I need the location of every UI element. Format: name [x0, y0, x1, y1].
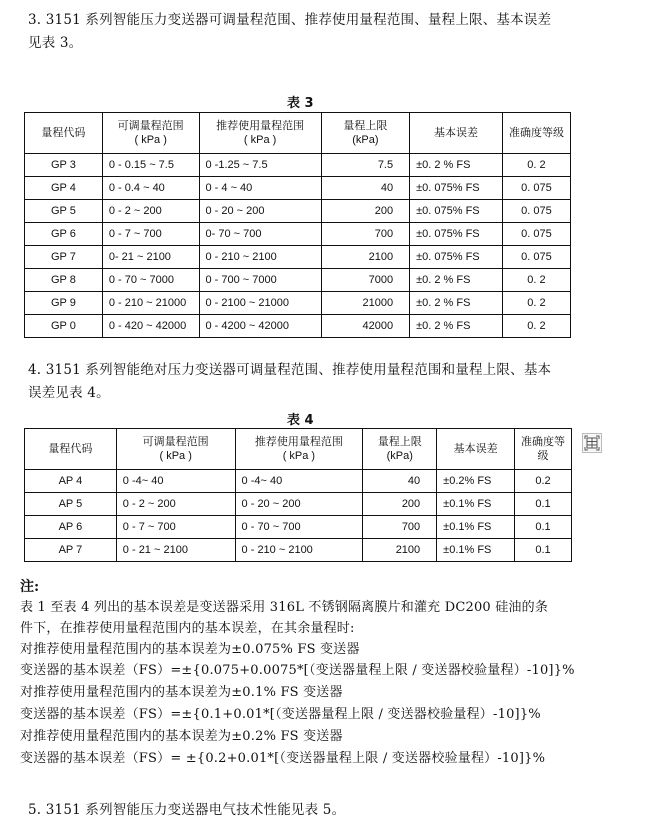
section-5-line-1: 5. 3151 系列智能压力变送器电气技术性能见表 5。 [28, 802, 346, 818]
table4-cell: 200 [363, 493, 437, 516]
table-row [25, 539, 572, 562]
table4-cell: ±0.1% FS [437, 539, 515, 562]
table4-cell: 0 - 2 ~ 200 [116, 493, 235, 516]
table3-cell: 0. 075 [502, 246, 570, 269]
table4-header-cell: 准确度等级 [515, 429, 572, 470]
table-3 [24, 112, 571, 338]
table3-cell: GP 5 [25, 200, 103, 223]
table-4-header-row [25, 429, 572, 470]
table3-cell: GP 3 [25, 154, 103, 177]
table3-header-cell: 准确度等级 [502, 113, 570, 154]
table3-cell: 0 - 700 ~ 7000 [199, 269, 321, 292]
table3-cell: 0 - 2 ~ 200 [102, 200, 199, 223]
table-4-caption: 表 4 [287, 413, 314, 428]
table4-cell: AP 4 [25, 470, 117, 493]
table4-cell: 0.1 [515, 493, 572, 516]
table-row [25, 246, 571, 269]
table3-cell: GP 6 [25, 223, 103, 246]
table4-cell: 0.2 [515, 470, 572, 493]
table3-cell: ±0. 075% FS [410, 223, 503, 246]
table3-header-cell: 量程代码 [25, 113, 103, 154]
table3-cell: 0 - 0.15 ~ 7.5 [102, 154, 199, 177]
table3-cell: ±0. 075% FS [410, 177, 503, 200]
table3-cell: 0 - 2100 ~ 21000 [199, 292, 321, 315]
section-4-line-2: 误差见表 4。 [28, 385, 110, 401]
table4-cell: 0 - 20 ~ 200 [235, 493, 363, 516]
table3-cell: GP 8 [25, 269, 103, 292]
table3-cell: 0. 075 [502, 223, 570, 246]
table3-cell: 0. 2 [502, 269, 570, 292]
note-line: 对推荐使用量程范围内的基本误差为±0.1% FS 变送器 [20, 685, 343, 700]
table-row [25, 292, 571, 315]
table-row [25, 223, 571, 246]
table3-header-cell: 量程上限 (kPa) [321, 113, 409, 154]
table3-cell: 40 [321, 177, 409, 200]
table3-cell: ±0. 2 % FS [410, 292, 503, 315]
table4-header-cell: 基本误差 [437, 429, 515, 470]
table3-cell: ±0. 2 % FS [410, 154, 503, 177]
note-line: 对推荐使用量程范围内的基本误差为±0.075% FS 变送器 [20, 642, 360, 657]
table4-cell: ±0.1% FS [437, 493, 515, 516]
table3-header-cell: 基本误差 [410, 113, 503, 154]
table4-cell: 0 - 21 ~ 2100 [116, 539, 235, 562]
table-row [25, 200, 571, 223]
table-3-header-row [25, 113, 571, 154]
note-line: 变送器的基本误差（FS）=±{0.075+0.0075*[（变送器量程上限 / 变送器校验量程）-10]}% [20, 663, 575, 678]
note-line: 变送器的基本误差（FS）= ±{0.2+0.01*[（变送器量程上限 / 变送器校验量程）-10]}% [20, 751, 546, 766]
table4-cell: 0 - 7 ~ 700 [116, 516, 235, 539]
table3-cell: 7.5 [321, 154, 409, 177]
table4-cell: 0 -4~ 40 [235, 470, 363, 493]
note-line: 表 1 至表 4 列出的基本误差是变送器采用 316L 不锈钢隔离膜片和灌充 DC200 硅油的条 [20, 600, 549, 615]
table-row [25, 493, 572, 516]
table4-cell: 0.1 [515, 539, 572, 562]
table3-cell: ±0. 2 % FS [410, 315, 503, 338]
table3-cell: GP 0 [25, 315, 103, 338]
table3-cell: 2100 [321, 246, 409, 269]
table4-header-cell: 可调量程范围 ( kPa ) [116, 429, 235, 470]
table3-cell: 7000 [321, 269, 409, 292]
table4-header-cell: 量程上限 (kPa) [363, 429, 437, 470]
table-select-icon[interactable] [582, 433, 602, 453]
table3-cell: 0 - 0.4 ~ 40 [102, 177, 199, 200]
table3-cell: 0 - 4 ~ 40 [199, 177, 321, 200]
table3-cell: 21000 [321, 292, 409, 315]
table4-cell: 0 -4~ 40 [116, 470, 235, 493]
table4-cell: 700 [363, 516, 437, 539]
table3-cell: 0 - 70 ~ 7000 [102, 269, 199, 292]
table-row [25, 315, 571, 338]
table3-cell: 0- 70 ~ 700 [199, 223, 321, 246]
table3-cell: 0 -1.25 ~ 7.5 [199, 154, 321, 177]
table3-cell: 0 - 7 ~ 700 [102, 223, 199, 246]
table4-cell: AP 7 [25, 539, 117, 562]
note-title: 注: [20, 579, 40, 595]
table-row [25, 269, 571, 292]
table-row [25, 154, 571, 177]
table3-header-cell: 推荐使用量程范围 ( kPa ) [199, 113, 321, 154]
table3-cell: GP 4 [25, 177, 103, 200]
table3-header-cell: 可调量程范围 ( kPa ) [102, 113, 199, 154]
table3-cell: GP 7 [25, 246, 103, 269]
table3-cell: 0. 075 [502, 200, 570, 223]
table4-cell: 0 - 70 ~ 700 [235, 516, 363, 539]
section-3-line-1: 3. 3151 系列智能压力变送器可调量程范围、推荐使用量程范围、量程上限、基本误差 [28, 12, 552, 28]
table3-cell: 0 - 20 ~ 200 [199, 200, 321, 223]
table3-cell: 0. 2 [502, 292, 570, 315]
table3-cell: ±0. 075% FS [410, 200, 503, 223]
table4-cell: 2100 [363, 539, 437, 562]
table3-cell: GP 9 [25, 292, 103, 315]
section-3-line-2: 见表 3。 [28, 35, 83, 51]
table3-cell: ±0. 2 % FS [410, 269, 503, 292]
table3-cell: 0- 21 ~ 2100 [102, 246, 199, 269]
table3-cell: 0. 2 [502, 315, 570, 338]
table3-cell: 200 [321, 200, 409, 223]
table4-cell: AP 6 [25, 516, 117, 539]
table-row [25, 516, 572, 539]
table3-cell: 0. 2 [502, 154, 570, 177]
table3-cell: 0 - 210 ~ 21000 [102, 292, 199, 315]
table-row [25, 177, 571, 200]
table3-cell: 700 [321, 223, 409, 246]
table4-cell: ±0.2% FS [437, 470, 515, 493]
table3-cell: 0 - 210 ~ 2100 [199, 246, 321, 269]
table4-cell: ±0.1% FS [437, 516, 515, 539]
table4-cell: 40 [363, 470, 437, 493]
table3-cell: 0. 075 [502, 177, 570, 200]
note-line: 件下，在推荐使用量程范围内的基本误差，在其余量程时: [20, 621, 355, 636]
table3-cell: 0 - 420 ~ 42000 [102, 315, 199, 338]
note-line: 变送器的基本误差（FS）=±{0.1+0.01*[（变送器量程上限 / 变送器校验量程）-10]}% [20, 707, 541, 722]
table4-cell: 0.1 [515, 516, 572, 539]
section-4-line-1: 4. 3151 系列智能绝对压力变送器可调量程范围、推荐使用量程范围和量程上限、基本 [28, 362, 552, 378]
note-line: 对推荐使用量程范围内的基本误差为±0.2% FS 变送器 [20, 729, 343, 744]
table-3-caption: 表 3 [287, 96, 314, 111]
table-4 [24, 428, 572, 562]
table4-cell: 0 - 210 ~ 2100 [235, 539, 363, 562]
table3-cell: 42000 [321, 315, 409, 338]
table3-cell: ±0. 075% FS [410, 246, 503, 269]
table4-header-cell: 推荐使用量程范围 ( kPa ) [235, 429, 363, 470]
table4-cell: AP 5 [25, 493, 117, 516]
table-row [25, 470, 572, 493]
table3-cell: 0 - 4200 ~ 42000 [199, 315, 321, 338]
table4-header-cell: 量程代码 [25, 429, 117, 470]
